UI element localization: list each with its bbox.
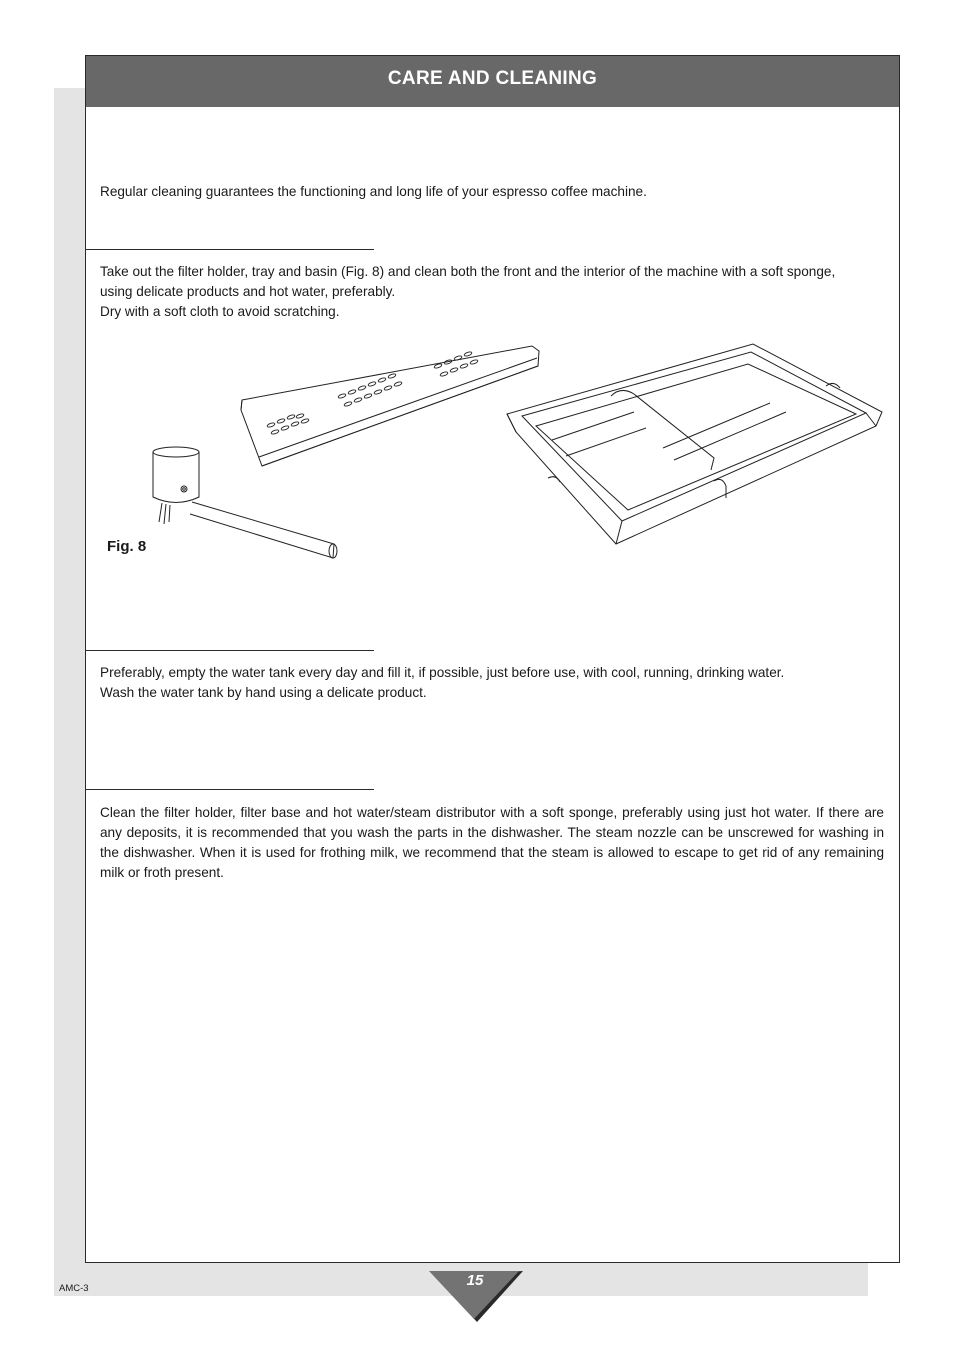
text-line: Preferably, empty the water tank every day and fill it, if possible, just before use, with cool, running, drinking water. — [100, 665, 785, 680]
page-title: CARE AND CLEANING — [387, 68, 598, 89]
figure-label: Fig. 8 — [107, 538, 147, 555]
section2-text — [100, 663, 884, 703]
basin-drawing — [507, 344, 882, 544]
section-divider — [86, 249, 374, 250]
section1-text — [100, 262, 884, 322]
text-line: using delicate products and hot water, preferably. — [100, 284, 396, 299]
filter-holder-drawing — [153, 447, 337, 558]
content-frame — [85, 55, 900, 1263]
text-line: Dry with a soft cloth to avoid scratching. — [100, 304, 340, 319]
page-number: 15 — [466, 1272, 484, 1289]
tray-plate-drawing — [241, 346, 539, 466]
section3-text: Clean the filter holder, filter base and hot water/steam distributor with a soft sponge, preferably using just hot water. If there are any deposits, it is recommended that you wash the parts in the dishwasher. The steam nozzle can be unscrewed for washing in the dishwasher. When it is used for frothing milk, we recommend that the steam is allowed to escape to get rid of any remaining milk or froth present. — [100, 805, 884, 880]
header-bar — [86, 56, 899, 107]
section-divider — [86, 650, 374, 651]
fig8-illustration — [86, 336, 899, 566]
intro-text: Regular cleaning guarantees the functioning and long life of your espresso coffee machine. — [100, 184, 647, 199]
text-line: Take out the filter holder, tray and basin (Fig. 8) and clean both the front and the interior of the machine with a soft sponge, — [100, 264, 836, 279]
section-divider — [86, 789, 374, 790]
side-margin-band — [54, 88, 86, 1296]
text-line: Wash the water tank by hand using a delicate product. — [100, 685, 427, 700]
model-code: AMC-3 — [59, 1283, 89, 1294]
